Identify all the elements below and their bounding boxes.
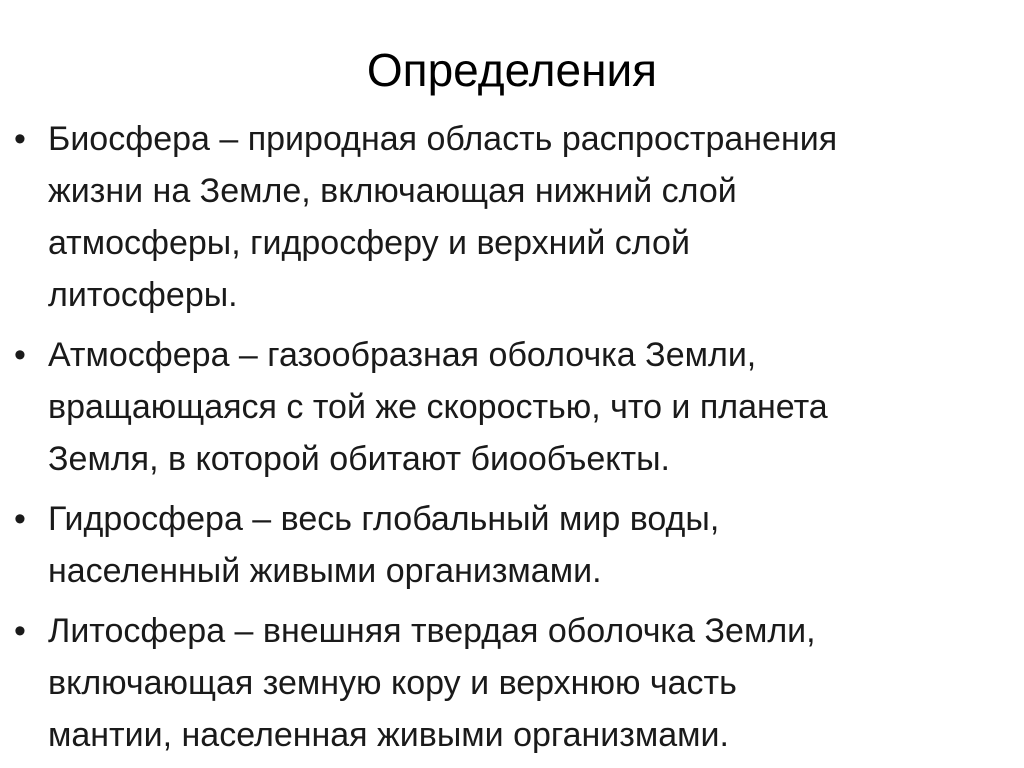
definition-line: атмосферы, гидросферу и верхний слой <box>48 224 690 262</box>
definition-line: включающая земную кору и верхнюю часть <box>48 664 737 702</box>
definition-line: Атмосфера – газообразная оболочка Земли, <box>48 336 757 374</box>
definitions-list <box>0 113 1024 768</box>
bullet-icon: • <box>14 500 26 538</box>
definition-hydrosphere <box>0 493 1024 597</box>
definition-line: населенный живыми организмами. <box>48 552 602 590</box>
definition-line: литосферы. <box>48 276 238 314</box>
bullet-icon: • <box>14 120 26 158</box>
definition-line: Биосфера – природная область распространения <box>48 120 838 158</box>
definition-line: вращающаяся с той же скоростью, что и планета <box>48 388 828 426</box>
definition-biosphere <box>0 113 1024 321</box>
bullet-icon: • <box>14 336 26 374</box>
definition-line: мантии, населенная живыми организмами. <box>48 716 729 754</box>
bullet-icon: • <box>14 612 26 650</box>
slide-title: Определения <box>366 44 658 96</box>
definition-line: Литосфера – внешняя твердая оболочка Земли, <box>48 612 816 650</box>
definition-line: жизни на Земле, включающая нижний слой <box>48 172 737 210</box>
definition-line: Гидросфера – весь глобальный мир воды, <box>48 500 720 538</box>
definition-atmosphere <box>0 329 1024 485</box>
definition-line: Земля, в которой обитают биообъекты. <box>48 440 670 478</box>
definition-lithosphere <box>0 605 1024 761</box>
